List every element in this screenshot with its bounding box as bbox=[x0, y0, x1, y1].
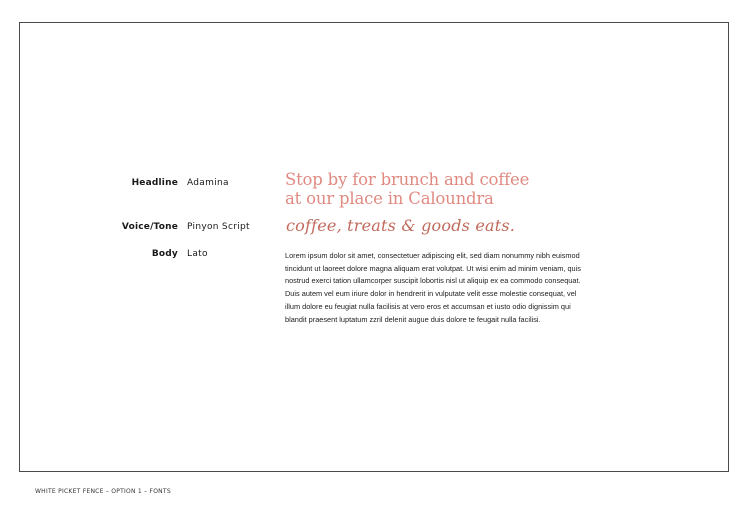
page-frame bbox=[19, 22, 729, 472]
headline-sample-line-2: at our place in Caloundra bbox=[285, 189, 494, 208]
headline-font-label: Headline bbox=[131, 178, 178, 188]
headline-font-name: Adamina bbox=[187, 178, 229, 188]
body-sample: Lorem ipsum dolor sit amet, consectetuer adipiscing elit, sed diam nonummy nibh euismod tincidunt ut laoreet dolore magna aliquam erat volutpat. Ut wisi enim ad minim veniam, quis nostrud exerci tation ullamcorper suscipit lobortis nisl ut aliquip ex ea commodo consequat. Duis autem vel eum iriure dolor in hendrerit in vulputate velit esse molestie consequat, vel illum dolore eu feugiat nulla facilisis at vero eros et accumsan et iusto odio dignissim qui blandit praesent luptatum zzril delenit augue duis dolore te feugait nulla facilisi. bbox=[285, 251, 581, 324]
headline-sample-line-1: Stop by for brunch and coffee bbox=[285, 170, 530, 189]
body-font-label: Body bbox=[151, 249, 178, 259]
footer-caption: WHITE PICKET FENCE – OPTION 1 – FONTS bbox=[35, 488, 171, 495]
voice-sample: coffee, treats & goods eats. bbox=[286, 216, 516, 235]
body-font-name: Lato bbox=[187, 249, 208, 259]
voice-font-label: Voice/Tone bbox=[121, 222, 178, 232]
headline-sample bbox=[285, 170, 545, 208]
voice-font-name: Pinyon Script bbox=[187, 222, 250, 232]
